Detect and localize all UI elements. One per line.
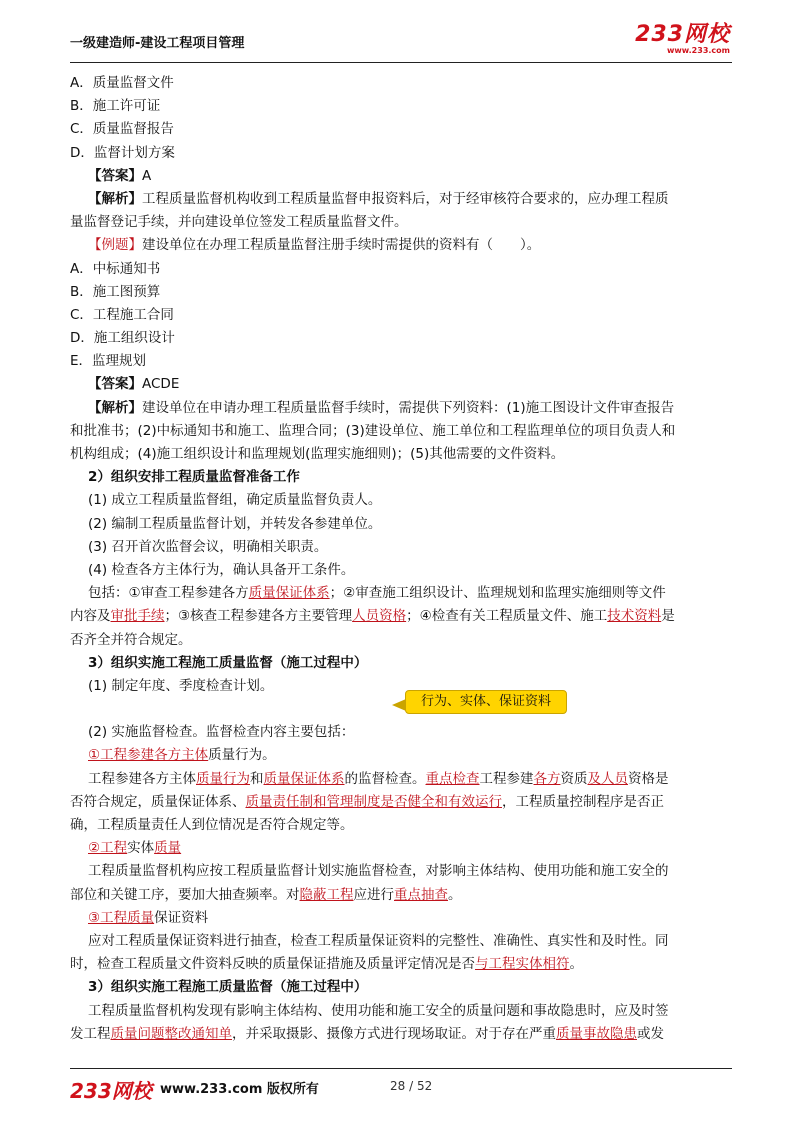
text-segment: 工程质量监督机构收到工程质量监督申报资料后，对于经审核符合要求的，应办理工程质: [142, 190, 669, 207]
text-segment: 量监督登记手续，并向建设单位签发工程质量监督文件。: [70, 214, 408, 231]
text-line: [70, 489, 736, 512]
text-segment: A．中标通知书: [70, 260, 161, 277]
highlighted-term: 技术资料: [607, 608, 662, 625]
callout-pointer: [392, 699, 406, 711]
text-line: [70, 118, 736, 141]
text-line: [70, 629, 736, 652]
text-line: [70, 768, 736, 791]
text-segment: 和批准书；(2)中标通知书和施工、监理合同；(3)建设单位、施工单位和工程监理单位的项目负责人和: [70, 422, 676, 439]
text-segment: 资格是: [628, 770, 669, 787]
text-segment: 的监督检查。: [344, 770, 426, 787]
text-line: [70, 1000, 736, 1023]
text-line: [70, 907, 736, 930]
text-segment: 保证资料: [154, 909, 209, 926]
logo-text: 233网校: [635, 22, 730, 47]
text-line: [70, 350, 736, 373]
text-line: [70, 791, 736, 814]
text-line: [70, 860, 736, 883]
text-line: [70, 304, 736, 327]
text-segment: 【解析】: [88, 190, 142, 207]
highlighted-term: 质量事故隐患: [556, 1025, 637, 1042]
text-line: [70, 165, 736, 188]
text-line: [70, 234, 736, 257]
text-segment: C．工程施工合同: [70, 306, 174, 323]
text-line: [70, 211, 736, 234]
text-segment: D．施工组织设计: [70, 330, 175, 347]
highlighted-term: 质量行为: [196, 770, 250, 787]
text-segment: 资质: [560, 770, 588, 787]
text-line: [70, 188, 736, 211]
text-segment: 否齐全并符合规定。: [70, 631, 192, 648]
text-segment: (1) 成立工程质量监督组，确定质量监督负责人。: [88, 492, 382, 509]
text-line: [70, 397, 736, 420]
text-line: [70, 744, 736, 767]
highlighted-term: 质量责任制和管理制度是否健全和有效运行: [245, 793, 502, 810]
text-segment: C．质量监督报告: [70, 121, 174, 138]
highlighted-term: 与工程实体相符: [475, 956, 570, 973]
text-segment: 工程质量监督机构应按工程质量监督计划实施监督检查，对影响主体结构、使用功能和施工安全的: [88, 863, 669, 880]
text-segment: ACDE: [142, 376, 180, 393]
text-segment: D．监督计划方案: [70, 144, 175, 161]
highlighted-term: ②工程: [88, 840, 128, 857]
text-line: [70, 443, 736, 466]
text-line: [70, 258, 736, 281]
brand-logo: [635, 24, 730, 55]
text-segment: 3）组织实施工程施工质量监督（施工过程中）: [88, 979, 368, 996]
logo-url: www.233.com: [666, 46, 730, 55]
text-line: [70, 675, 736, 698]
callout-note: 行为、实体、保证资料: [405, 690, 567, 714]
footer-divider: [70, 1068, 732, 1069]
footer-logo: 233网校: [70, 1079, 152, 1103]
highlighted-term: 质量保证体系: [248, 585, 330, 602]
text-line: [70, 327, 736, 350]
text-segment: 。: [569, 956, 583, 973]
text-segment: ，工程质量控制程序是否正: [502, 793, 664, 810]
text-segment: (4) 检查各方主体行为，确认具备开工条件。: [88, 561, 355, 578]
text-segment: B．施工许可证: [70, 98, 161, 115]
text-segment: 时，检查工程质量文件资料反映的质量保证措施及质量评定情况是否: [70, 956, 475, 973]
document-title: 一级建造师-建设工程项目管理: [70, 36, 245, 51]
text-segment: (2) 编制工程质量监督计划，并转发各参建单位。: [88, 515, 382, 532]
text-segment: (2) 实施监督检查。监督检查内容主要包括：: [88, 724, 355, 741]
text-segment: 建设单位在办理工程质量监督注册手续时需提供的资料有（ ）。: [142, 237, 541, 254]
text-segment: 应对工程质量保证资料进行抽查，检查工程质量保证资料的完整性、准确性、真实性和及时性。同: [88, 932, 669, 949]
highlighted-term: 质量问题整改通知单: [110, 1025, 232, 1042]
text-segment: 3）组织实施工程施工质量监督（施工过程中）: [88, 654, 368, 671]
text-segment: 质量行为。: [208, 747, 276, 764]
text-line: [70, 953, 736, 976]
text-segment: 内容及: [70, 608, 111, 625]
text-segment: B．施工图预算: [70, 283, 161, 300]
text-segment: ；④检查有关工程质量文件、施工: [406, 608, 608, 625]
text-segment: 实体: [127, 840, 155, 857]
footer-copyright: www.233.com 版权所有: [160, 1082, 319, 1097]
text-line: [70, 373, 736, 396]
text-segment: 应进行: [353, 886, 394, 903]
text-segment: 【例题】: [88, 237, 142, 254]
text-segment: 发工程: [70, 1025, 111, 1042]
text-line: [70, 884, 736, 907]
highlighted-term: 重点抽查: [394, 886, 448, 903]
text-line: [70, 513, 736, 536]
highlighted-term: ③工程质量: [88, 909, 155, 926]
text-segment: A．质量监督文件: [70, 75, 174, 91]
text-segment: ；②审查施工组织设计、监理规划和监理实施细则等文件: [329, 585, 666, 602]
text-segment: 【答案】: [88, 167, 142, 184]
text-segment: 包括：①审查工程参建各方: [88, 585, 249, 602]
text-line: [70, 582, 736, 605]
text-line: [70, 559, 736, 582]
text-line: [70, 976, 736, 999]
text-line: [70, 281, 736, 304]
header-divider: [70, 62, 732, 63]
text-segment: 部位和关键工序，要加大抽查频率。对: [70, 886, 300, 903]
text-segment: 机构组成；(4)施工组织设计和监理规划(监理实施细则)；(5)其他需要的文件资料。: [70, 446, 565, 462]
page-number: 28 / 52: [390, 1079, 433, 1093]
highlighted-term: 及人员: [587, 770, 628, 787]
text-line: [70, 652, 736, 675]
text-line: [70, 466, 736, 489]
highlighted-term: 重点检查: [425, 770, 480, 787]
text-line: [70, 605, 736, 628]
text-segment: 或发: [637, 1025, 664, 1042]
document-body: [70, 72, 736, 1046]
text-segment: ，并采取摄影、摄像方式进行现场取证。对于存在严重: [232, 1025, 556, 1042]
text-line: [70, 837, 736, 860]
text-line: [70, 930, 736, 953]
highlighted-term: 各方: [533, 770, 561, 787]
text-segment: 工程质量监督机构发现有影响主体结构、使用功能和施工安全的质量问题和事故隐患时，应及时签: [88, 1002, 669, 1019]
text-segment: 确，工程质量责任人到位情况是否符合规定等。: [70, 817, 354, 833]
highlighted-term: 质量保证体系: [263, 770, 345, 787]
text-segment: 2）组织安排工程质量监督准备工作: [88, 469, 300, 486]
text-line: [70, 420, 736, 443]
text-segment: 否符合规定，质量保证体系、: [70, 793, 246, 810]
text-segment: A: [142, 167, 152, 184]
highlighted-term: 隐蔽工程: [299, 886, 354, 903]
page-header: [70, 24, 730, 60]
text-segment: 建设单位在申请办理工程质量监督手续时，需提供下列资料：(1)施工图设计文件审查报告: [142, 399, 675, 416]
text-segment: 【答案】: [88, 376, 142, 393]
text-line: [70, 814, 736, 837]
highlighted-term: ①工程参建各方主体: [88, 747, 209, 764]
text-segment: (3) 召开首次监督会议，明确相关职责。: [88, 538, 328, 555]
text-line: [70, 536, 736, 559]
text-line: [70, 72, 736, 95]
text-line: [70, 1023, 736, 1046]
text-segment: ；③核查工程参建各方主要管理: [164, 608, 353, 625]
text-line: [70, 142, 736, 165]
text-line: [70, 95, 736, 118]
text-segment: (1) 制定年度、季度检查计划。: [88, 677, 274, 694]
text-segment: 是: [661, 608, 675, 625]
text-line: [70, 721, 736, 744]
highlighted-term: 人员资格: [352, 608, 407, 625]
text-segment: 【解析】: [88, 399, 142, 416]
text-segment: 工程参建各方主体: [88, 770, 196, 787]
highlighted-term: 审批手续: [110, 608, 165, 625]
text-segment: 工程参建: [479, 770, 534, 787]
highlighted-term: 质量: [154, 840, 182, 857]
text-segment: E．监理规划: [70, 353, 147, 370]
text-segment: 和: [250, 770, 264, 787]
text-segment: 。: [448, 886, 462, 903]
